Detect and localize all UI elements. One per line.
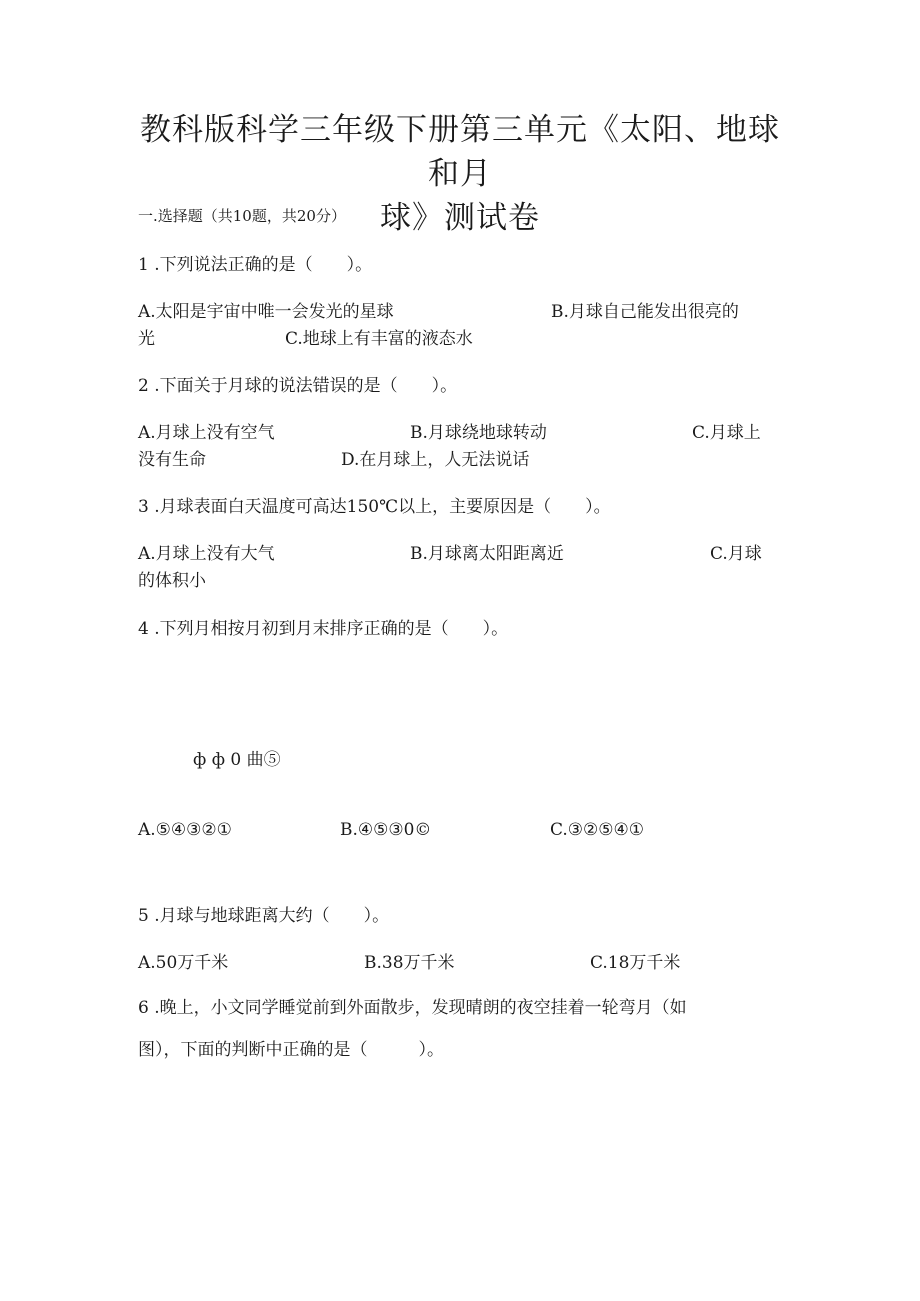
- question-2-option-a: A.月球上没有空气: [138, 423, 275, 443]
- question-5-option-c: C.18万千米: [590, 953, 681, 973]
- question-5-option-a: A.50万千米: [138, 953, 229, 973]
- question-4-option-b: B.④⑤③0©: [340, 820, 432, 840]
- question-4-stem: 4 .下列月相按月初到月末排序正确的是（ ）。: [138, 619, 509, 639]
- moon-phase-figure: ф ф 0 曲⑤: [193, 750, 281, 770]
- section-heading: 一.选择题（共10题，共20分）: [138, 207, 346, 225]
- question-4-option-a: A.⑤④③②①: [138, 820, 232, 840]
- title-line-2: 球》测试卷: [380, 200, 540, 236]
- question-3-option-a: A.月球上没有大气: [138, 544, 275, 564]
- question-5-stem: 5 .月球与地球距离大约（ ）。: [138, 906, 390, 926]
- question-3-option-c-continued: 的体积小: [138, 571, 206, 591]
- question-4-option-c: C.③②⑤④①: [550, 820, 645, 840]
- question-3-option-b: B.月球离太阳距离近: [410, 544, 564, 564]
- question-1-option-a: A.太阳是宇宙中唯一会发光的星球: [138, 302, 394, 322]
- question-3-stem: 3 .月球表面白天温度可高达150℃以上，主要原因是（ ）。: [138, 497, 611, 517]
- question-1-stem: 1 .下列说法正确的是（ ）。: [138, 255, 373, 275]
- question-2-option-b: B.月球绕地球转动: [410, 423, 547, 443]
- question-5-option-b: B.38万千米: [364, 953, 455, 973]
- question-2-option-c-continued: 没有生命: [138, 450, 206, 470]
- question-2-stem: 2 .下面关于月球的说法错误的是（ ）。: [138, 376, 458, 396]
- question-1-option-b: B.月球自己能发出很亮的: [551, 302, 739, 322]
- question-2-option-c: C.月球上: [692, 423, 761, 443]
- question-3-option-c: C.月球: [710, 544, 762, 564]
- title-line-1: 教科版科学三年级下册第三单元《太阳、地球和月: [140, 112, 780, 192]
- question-6-stem-line-2: 图），下面的判断中正确的是（ ）。: [138, 1040, 444, 1060]
- question-2-option-d: D.在月球上，人无法说话: [341, 450, 530, 470]
- question-1-option-c: C.地球上有丰富的液态水: [285, 329, 473, 349]
- question-6-stem-line-1: 6 .晚上，小文同学睡觉前到外面散步，发现晴朗的夜空挂着一轮弯月（如: [138, 998, 687, 1018]
- question-1-option-b-continued: 光: [138, 329, 155, 349]
